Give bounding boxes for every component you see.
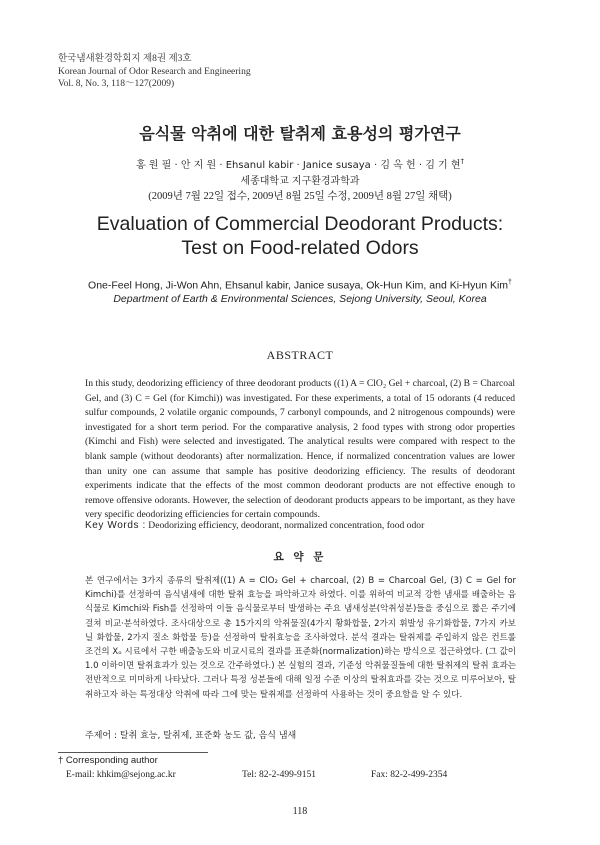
journal-volume-info: Vol. 8, No. 3, 118～127(2009) (58, 79, 175, 89)
korean-author-list: 홍 원 필 · 안 지 원 · Ehsanul kabir · Janice susaya · 김 옥 헌 · 김 기 현 (135, 160, 461, 171)
keywords-line (85, 520, 525, 531)
korean-title: 음식물 악취에 대한 탈취제 효용성의 평가연구 (139, 124, 461, 143)
journal-header (58, 53, 251, 91)
english-affiliation: Department of Earth & Environmental Sciences, Sejong University, Seoul, Korea (113, 293, 487, 305)
abstract-heading: ABSTRACT (266, 348, 334, 362)
contact-tel: Tel: 82-2-499-9151 (242, 770, 317, 780)
english-title-line1: Evaluation of Commercial Deodorant Products: (96, 213, 504, 235)
footnote-divider (58, 752, 208, 753)
keywords-text: Deodorizing efficiency, deodorant, normalized concentration, food odor (145, 520, 425, 531)
contact-email: E-mail: khkim@sejong.ac.kr (66, 770, 176, 780)
page-number: 118 (292, 806, 308, 817)
korean-author-mark: † (460, 157, 465, 166)
english-author-list: One-Feel Hong, Ji-Won Ahn, Ehsanul kabir, Janice susaya, Ok-Hun Kim, and Ki-Hyun Kim (88, 279, 509, 292)
journal-korean-name: 한국냄새환경학회지 제8권 제3호 (58, 54, 192, 64)
korean-affiliation: 세종대학교 지구환경과학과 (240, 176, 360, 187)
corresponding-author-note: † Corresponding author (58, 755, 158, 766)
korean-submission-dates: (2009년 7월 22일 접수, 2009년 8월 25일 수정, 2009년 8월 27일 채택) (148, 191, 452, 202)
korean-authors (0, 156, 600, 171)
korean-abstract-heading: 요 약 문 (273, 551, 327, 563)
korean-abstract-text: 본 연구에서는 3가지 종류의 탈취제((1) A = ClO₂ Gel + charcoal, (2) B = Charcoal Gel, (3) C = Gel for Kimchi)를 선정하여 음식냄새에 대한 탈취 효능을 파악하고자 하였다. 이를 위하여 비교적 강한 냄새를 배출하는 음식물로 Kimchi와 Fish를 선정하여 이들 음식물로부터 발생하는 주요 냄새성분(악취성분)들을 중심으로 짧은 주기에 걸쳐 비교·분석하였다. 조사대상으로 총 15가지의 악취물질(4가지 황화합물, 2가지 휘발성 유기화합물, 7가지 카보닐 화합물, 2가지 질소 화합물 등)을 선정하여 탈취효능을 조사하였다. 분석 결과는 탈취제를 주입하지 않은 컨트롤 조건의 Xₒ 시료에서 구한 배출농도와 비교시료의 결과를 표준화(normalization)하는 방식으로 접근하였다. (그 값이 1.0 이하이면 탈취효과가 있는 것으로 간주하였다.) 본 실험의 결과, 기준성 악취물질들에 대한 탈취제의 탈취 효과는 전반적으로 미미하게 나타났다. 그러나 특정 성분들에 대해 일정 수준 이상의 탈취효과를 갖는 것으로 미루어보아, 탈취하고자 하는 특정대상 악취에 따라 그에 맞는 탈취제를 선정하여 사용하는 것이 중요함을 알 수 있다. (85, 576, 516, 700)
english-authors (0, 279, 600, 292)
english-author-mark: † (508, 279, 512, 286)
korean-keywords: 주제어 : 탈취 효능, 탈취제, 표준화 농도 값, 음식 냄새 (85, 731, 297, 741)
english-title-line2: Test on Food-related Odors (181, 237, 419, 259)
journal-english-name: Korean Journal of Odor Research and Engineering (58, 66, 251, 77)
keywords-label: Key Words : (85, 520, 146, 531)
abstract-text: In this study, deodorizing efficiency of three deodorant products ((1) A = ClO₂ Gel + charcoal, (2) B = Charcoal Gel, and (3) C = Gel (for Kimchi)) was investigated. For these experiments, a total of 15 odorants (4 reduced sulfur compounds, 2 volatile organic compounds, 7 carbonyl compounds, and 2 nitrogenous compounds) were investigated for a short term period. For the comparative analysis, 2 food types with strong odor properties (Kimchi and Fish) were selected and investigated. The analytical results were compared with respect to the blank sample (without deodorants) after normalization. Hence, if normalized concentration values are lower than unity one can assume that sample has positive deodorizing efficiency. The results of deodorant experiments indicate that the effects of the most common deodorant products are not effective enough to remove offensive odorants. However, the selection of deodorant products appears to be important, as they have very specific deodorizing efficiencies for certain compounds. (85, 378, 515, 521)
contact-fax: Fax: 82-2-499-2354 (371, 770, 448, 780)
english-title (0, 212, 600, 260)
